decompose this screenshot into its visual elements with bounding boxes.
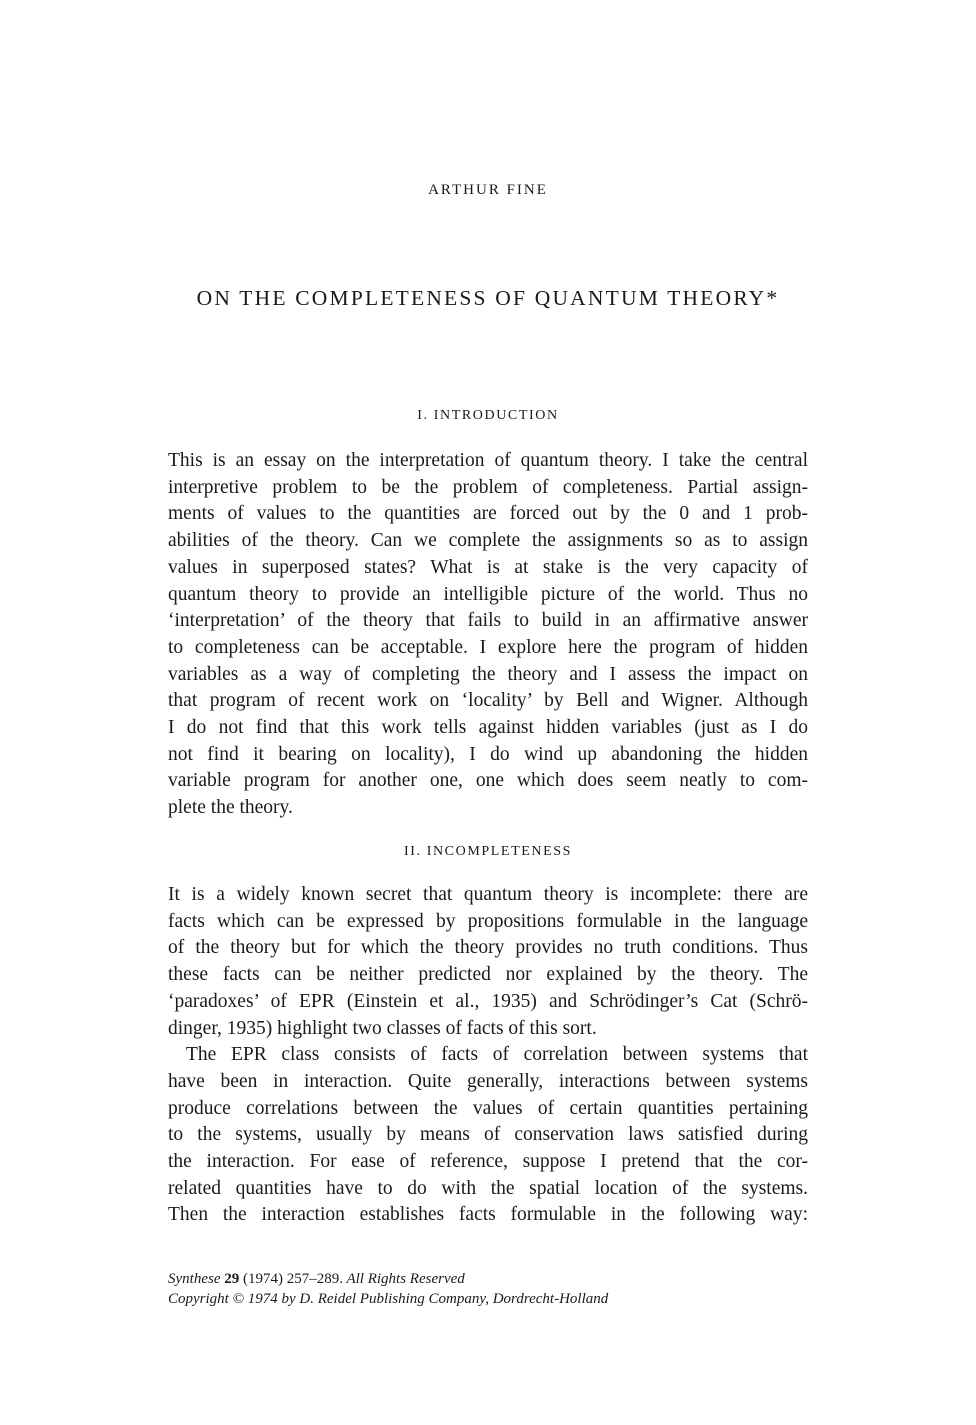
journal-name: Synthese <box>168 1271 221 1287</box>
text-line: have been in interaction. Quite generally, interactions between systems <box>168 1070 808 1092</box>
volume-number: 29 <box>224 1271 240 1287</box>
text-line: It is a widely known secret that quantum theory is incomplete: there are <box>168 884 808 905</box>
text-line: quantum theory to provide an intelligible picture of the world. Thus no <box>168 583 808 605</box>
copyright-line: Copyright © 1974 by D. Reidel Publishing Company, Dordrecht-Holland <box>168 1291 609 1307</box>
text-line: produce correlations between the values of certain quantities pertaining <box>168 1097 808 1119</box>
text-line: these facts can be neither predicted nor explained by the theory. The <box>168 964 808 986</box>
citation-line <box>168 1269 808 1289</box>
text-line: to the systems, usually by means of conservation laws satisfied during <box>168 1124 808 1146</box>
text-line: the interaction. For ease of reference, suppose I pretend that the cor- <box>168 1151 808 1173</box>
text-line: interpretive problem to be the problem of completeness. Partial assign- <box>168 476 808 498</box>
text-line: to completeness can be acceptable. I explore here the program of hidden <box>168 636 808 658</box>
text-line: related quantities have to do with the spatial location of the systems. <box>168 1177 808 1199</box>
text-line: plete the theory. <box>168 797 293 819</box>
text-line: ‘interpretation’ of the theory that fails to build in an affirmative answer <box>168 610 808 632</box>
author-name: ARTHUR FINE <box>428 182 548 198</box>
text-line: I do not find that this work tells against hidden variables (just as I do <box>168 717 808 739</box>
text-line: that program of recent work on ‘locality’ by Bell and Wigner. Although <box>168 690 808 712</box>
text-line: This is an essay on the interpretation of quantum theory. I take the central <box>168 450 808 471</box>
text-line: ‘paradoxes’ of EPR (Einstein et al., 1935) and Schrödinger’s Cat (Schrö- <box>168 990 808 1012</box>
text-line: variable program for another one, one which does seem neatly to com- <box>168 770 808 792</box>
text-line: variables as a way of completing the theory and I assess the impact on <box>168 663 808 685</box>
section-heading-incompleteness: II. INCOMPLETENESS <box>403 844 573 859</box>
article-title: ON THE COMPLETENESS OF QUANTUM THEORY* <box>196 286 780 310</box>
citation-pages: (1974) 257–289. <box>242 1271 343 1287</box>
section-body-introduction <box>168 448 808 822</box>
section-heading-introduction: I. INTRODUCTION <box>417 408 559 423</box>
text-line: facts which can be expressed by propositions formulable in the language <box>168 910 808 932</box>
text-line: ments of values to the quantities are forced out by the 0 and 1 prob- <box>168 503 808 525</box>
section-body-incompleteness <box>168 882 808 1229</box>
publication-footer <box>168 1269 808 1309</box>
rights-notice: All Rights Reserved <box>346 1271 465 1287</box>
text-line: of the theory but for which the theory provides no truth conditions. Thus <box>168 937 808 959</box>
text-line: not find it bearing on locality), I do wind up abandoning the hidden <box>168 743 808 765</box>
text-line: dinger, 1935) highlight two classes of facts of this sort. <box>168 1017 597 1039</box>
text-line: The EPR class consists of facts of correlation between systems that <box>186 1044 808 1066</box>
text-line: Then the interaction establishes facts formulable in the following way: <box>168 1204 808 1226</box>
text-line: abilities of the theory. Can we complete the assignments so as to assign <box>168 530 808 552</box>
text-line: values in superposed states? What is at stake is the very capacity of <box>168 556 808 578</box>
